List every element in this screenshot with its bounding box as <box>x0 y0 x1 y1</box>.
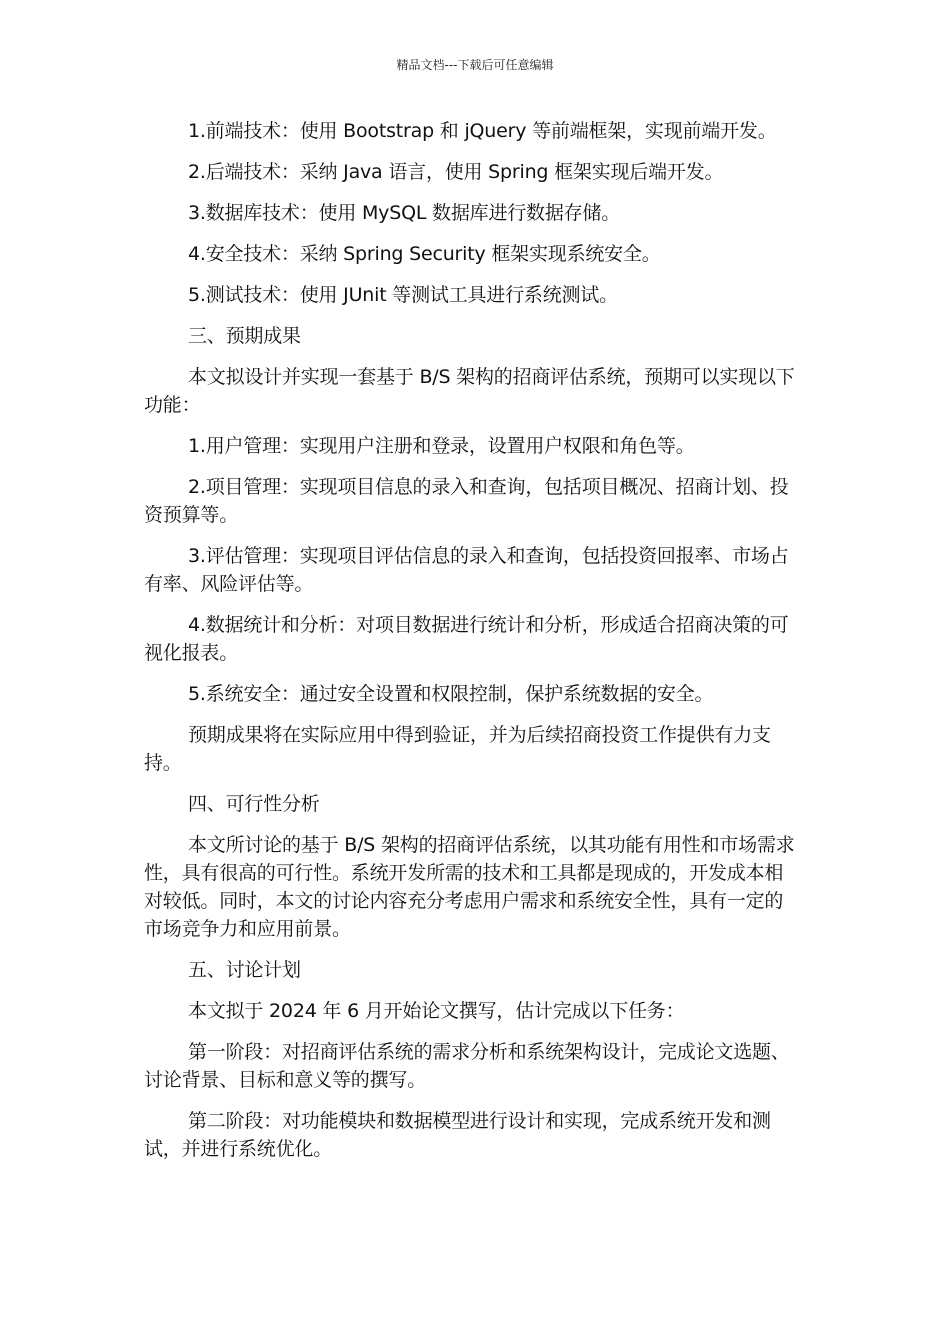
paragraph-frontend-tech: 1.前端技术：使用 Bootstrap 和 jQuery 等前端框架，实现前端开发。 <box>188 120 777 142</box>
paragraph-system-security: 5.系统安全：通过安全设置和权限控制，保护系统数据的安全。 <box>188 683 714 705</box>
paragraph-data-analysis: 4.数据统计和分析：对项目数据进行统计和分析，形成适合招商决策的可视化报表。 <box>144 614 789 664</box>
paragraph-expected-verification: 预期成果将在实际应用中得到验证，并为后续招商投资工作提供有力支持。 <box>144 724 771 774</box>
section-heading-feasibility: 四、可行性分析 <box>188 793 320 815</box>
paragraph-stage-one: 第一阶段：对招商评估系统的需求分析和系统架构设计，完成论文选题、讨论背景、目标和意义等的撰写。 <box>144 1041 790 1091</box>
document-body <box>144 117 796 1176</box>
section-heading-expected-results: 三、预期成果 <box>188 325 301 347</box>
paragraph-feasibility: 本文所讨论的基于 B/S 架构的招商评估系统，以其功能有用性和市场需求性，具有很高的可行性。系统开发所需的技术和工具都是现成的，开发成本相对较低。同时，本文的讨论内容充分考虑用户需求和系统安全性，具有一定的市场竞争力和应用前景。 <box>144 834 795 940</box>
paragraph-backend-tech: 2.后端技术：采纳 Java 语言，使用 Spring 框架实现后端开发。 <box>188 161 724 183</box>
paragraph-evaluation-management: 3.评估管理：实现项目评估信息的录入和查询，包括投资回报率、市场占有率、风险评估等。 <box>144 545 789 595</box>
paragraph-plan-intro: 本文拟于 2024 年 6 月开始论文撰写，估计完成以下任务： <box>188 1000 685 1022</box>
page-header: 精品文档---下载后可任意编辑 <box>396 58 554 72</box>
section-heading-plan: 五、讨论计划 <box>188 959 301 981</box>
paragraph-stage-two: 第二阶段：对功能模块和数据模型进行设计和实现，完成系统开发和测试，并进行系统优化。 <box>144 1110 771 1160</box>
paragraph-user-management: 1.用户管理：实现用户注册和登录，设置用户权限和角色等。 <box>188 435 695 457</box>
paragraph-project-management: 2.项目管理：实现项目信息的录入和查询，包括项目概况、招商计划、投资预算等。 <box>144 476 789 526</box>
paragraph-testing-tech: 5.测试技术：使用 JUnit 等测试工具进行系统测试。 <box>188 284 618 306</box>
paragraph-expected-intro: 本文拟设计并实现一套基于 B/S 架构的招商评估系统，预期可以实现以下功能： <box>144 366 795 416</box>
paragraph-security-tech: 4.安全技术：采纳 Spring Security 框架实现系统安全。 <box>188 243 661 265</box>
paragraph-database-tech: 3.数据库技术：使用 MySQL 数据库进行数据存储。 <box>188 202 621 224</box>
